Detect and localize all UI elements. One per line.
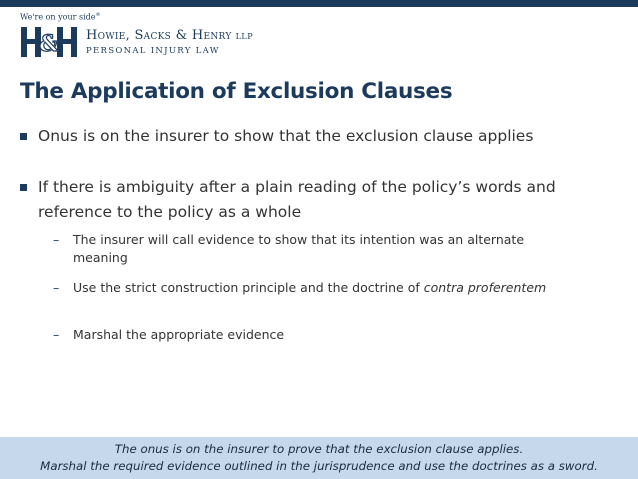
bullet-square-icon — [20, 133, 27, 140]
sub-bullet-item — [53, 279, 573, 297]
hsh-monogram-icon — [20, 24, 78, 60]
bullet-item — [20, 124, 620, 149]
footer-line-1: The onus is on the insurer to prove that the exclusion clause applies. — [114, 442, 524, 456]
logo-tagline: We're on your side® — [20, 12, 101, 22]
footer-line-2: Marshal the required evidence outlined in the jurisprudence and use the doctrines as a sword. — [40, 459, 598, 473]
sub-bullet-text: The insurer will call evidence to show that its intention was an alternate meaning — [73, 232, 525, 265]
bullet-square-icon — [20, 184, 27, 191]
footer-banner — [0, 437, 638, 479]
latin-term: contra proferentem — [423, 280, 547, 295]
firm-subtitle: PERSONAL INJURY LAW — [86, 46, 220, 56]
bullet-item — [20, 175, 620, 225]
firm-name: Howie, Sacks & Henry LLP — [86, 28, 254, 43]
bullet-text: Onus is on the insurer to show that the exclusion clause applies — [38, 127, 534, 145]
dash-marker: – — [53, 327, 60, 342]
top-accent-bar — [0, 0, 638, 7]
monogram-ampersand: & — [39, 31, 59, 57]
sub-bullet-text: Use the strict construction principle and the doctrine of contra proferentem — [73, 280, 547, 295]
sub-bullet-item — [53, 231, 573, 267]
sub-bullet-item — [53, 326, 573, 344]
sub-bullet-text: Marshal the appropriate evidence — [73, 327, 285, 342]
dash-marker: – — [53, 280, 60, 295]
firm-logo — [20, 12, 260, 62]
bullet-text: If there is ambiguity after a plain reading of the policy’s words and reference to the policy as a whole — [38, 178, 556, 221]
dash-marker: – — [53, 232, 60, 247]
slide-title: The Application of Exclusion Clauses — [20, 79, 453, 104]
